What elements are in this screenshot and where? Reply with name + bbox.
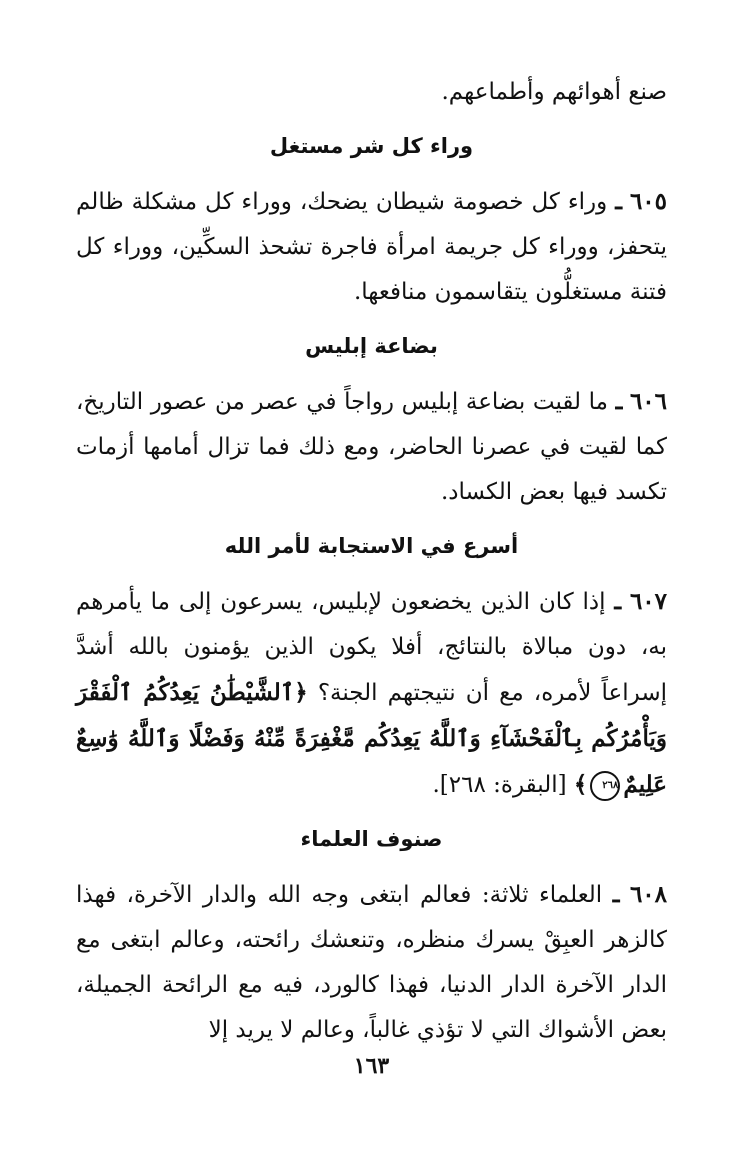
page-body [76,70,667,1079]
paragraph-number: ٦٠٦ [629,388,668,415]
paragraph-dash: ـ [614,588,622,615]
paragraph-number: ٦٠٨ [629,881,668,908]
paragraph-dash: ـ [612,881,620,908]
paragraph-number: ٦٠٥ [629,188,668,215]
paragraph-text: إذا كان الذين يخضعون لإبليس، يسرعون إلى ما يأمرهم به، دون مبالاة بالنتائج، أفلا يكون الذين يؤمنون بالله أشدَّ إسراعاً لأمره، مع أن نتيجتهم الجنة؟ [76,589,667,706]
paragraph-number: ٦٠٧ [629,588,668,615]
quran-verse-close: ﴾ [573,771,588,798]
section-heading: صنوف العلماء [300,827,443,851]
section-heading: وراء كل شر مستغل [269,134,474,158]
intro-line: صنع أهوائهم وأطماعهم. [441,79,667,105]
ayah-number-marker: ٢٦٨ [590,771,620,801]
paragraph-text: وراء كل خصومة شيطان يضحك، ووراء كل مشكلة ظالم يتحفز، ووراء كل جريمة امرأة فاجرة تشحذ السكِّين، ووراء كل فتنة مستغلُّون يتقاسمون منافعها. [76,189,667,305]
paragraph-608 [76,872,667,1053]
paragraph-605 [76,179,667,315]
paragraph-text: ما لقيت بضاعة إبليس رواجاً في عصر من عصور التاريخ، كما لقيت في عصرنا الحاضر، ومع ذلك فما تزال أمامها أزمات تكسد فيها بعض الكساد. [76,389,667,505]
verse-citation: [البقرة: ٢٦٨]. [432,772,567,798]
page-number: ١٦٣ [353,1053,390,1079]
section-heading: بضاعة إبليس [305,334,438,358]
paragraph-dash: ـ [615,388,623,415]
paragraph-606 [76,379,667,515]
section-heading: أسرع في الاستجابة لأمر الله [224,534,519,558]
paragraph-607 [76,579,667,808]
quran-verse: ﴿ٱلشَّيْطَٰنُ يَعِدُكُمُ ٱلْفَقْرَ وَيَأْمُرُكُم بِٱلْفَحْشَآءِ وَٱللَّهُ يَعِدُكُم مَّغْفِرَةً مِّنْهُ وَفَضْلًا وَٱللَّهُ وَٰسِعٌ عَلِيمٌ [76,679,667,798]
paragraph-text: العلماء ثلاثة: فعالم ابتغى وجه الله والدار الآخرة، فهذا كالزهر العبِقْ يسرك منظره، وتنعشك رائحته، وعالم ابتغى مع الدار الآخرة الدار الدنيا، فهذا كالورد، فيه مع الرائحة الجميلة، بعض الأشواك التي لا تؤذي غالباً، وعالم لا يريد إلا [76,882,667,1043]
paragraph-dash: ـ [615,188,622,215]
